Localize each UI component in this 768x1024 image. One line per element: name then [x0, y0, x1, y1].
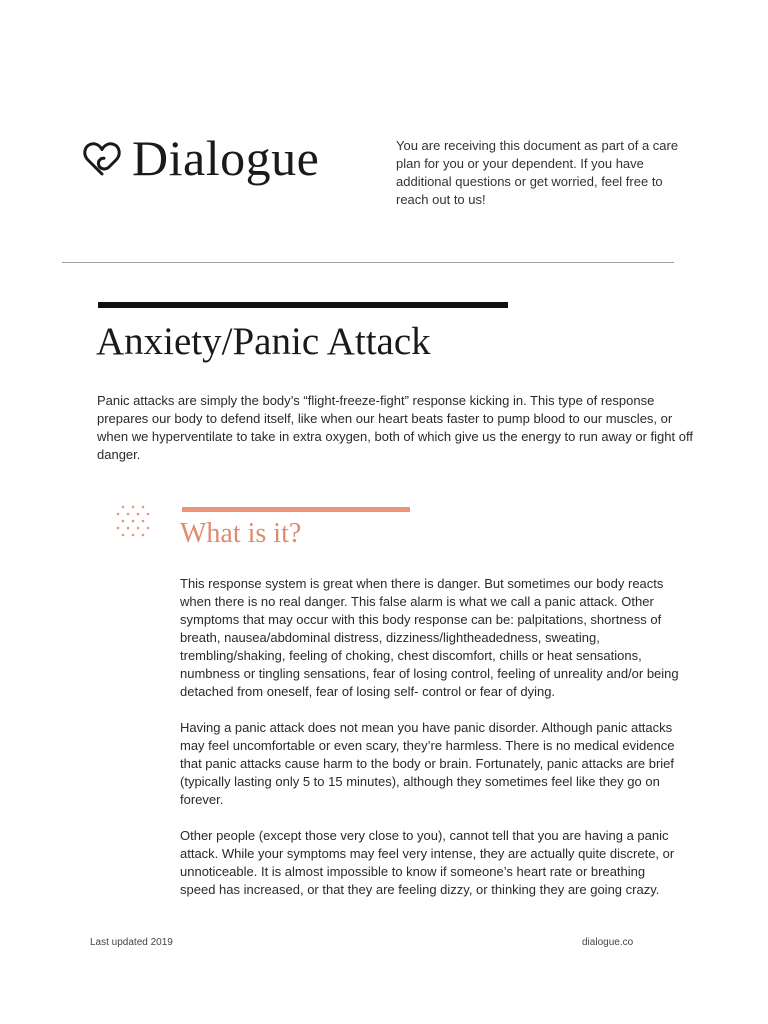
intro-paragraph: Panic attacks are simply the body’s “flight-freeze-fight” response kicking in. This type of response prepares our body to defend itself, like when our heart beats faster to pump blood to our muscles, or when we hyperventilate to take in extra oxygen, both of which give us the energy to run away or fight off danger. — [97, 393, 693, 462]
section-title: What is it? — [180, 518, 302, 549]
body-paragraph: This response system is great when there is danger. But sometimes our body reacts when there is no real danger. This false alarm is what we call a panic attack. Other symptoms that may occur with this body response can be: palpitations, shortness of breath, nausea/abdominal distress, dizziness/lightheadedness, sweating, trembling/shaking, feeling of choking, chest discomfort, chills or heat sensations, numbness or tingling sensations, fear of losing control, feeling of unreality and/or being detached from oneself, fear of losing self- control or fear of dying. — [180, 576, 679, 699]
care-plan-note: You are receiving this document as part of a care plan for you or your dependent. If you have additional questions or get worried, feel free to reach out to us! — [396, 138, 679, 207]
last-updated: Last updated 2019 — [90, 937, 173, 948]
title-accent-bar — [98, 302, 508, 308]
header-divider — [62, 262, 674, 263]
section-body — [180, 575, 680, 917]
website-link[interactable]: dialogue.co — [582, 937, 634, 948]
dot-grid-icon — [116, 505, 150, 539]
brand-logo — [80, 128, 319, 188]
body-paragraph: Other people (except those very close to you), cannot tell that you are having a panic attack. While your symptoms may feel very intense, they are actually quite discrete, or unnoticeable. It is almost impossible to know if someone’s heart rate or breathing speed has increased, or that they are feeling dizzy, or thinking they are going crazy. — [180, 828, 675, 897]
brand-name: Dialogue — [132, 130, 320, 186]
section-accent-bar — [182, 507, 410, 512]
body-paragraph: Having a panic attack does not mean you have panic disorder. Although panic attacks may feel uncomfortable or even scary, they’re harmless. There is no medical evidence that panic attacks cause harm to the body or brain. Fortunately, panic attacks are brief (typically lasting only 5 to 15 minutes), although they sometimes feel like they go on forever. — [180, 720, 675, 807]
page-title: Anxiety/Panic Attack — [96, 320, 431, 363]
heart-logo-icon — [80, 136, 124, 180]
